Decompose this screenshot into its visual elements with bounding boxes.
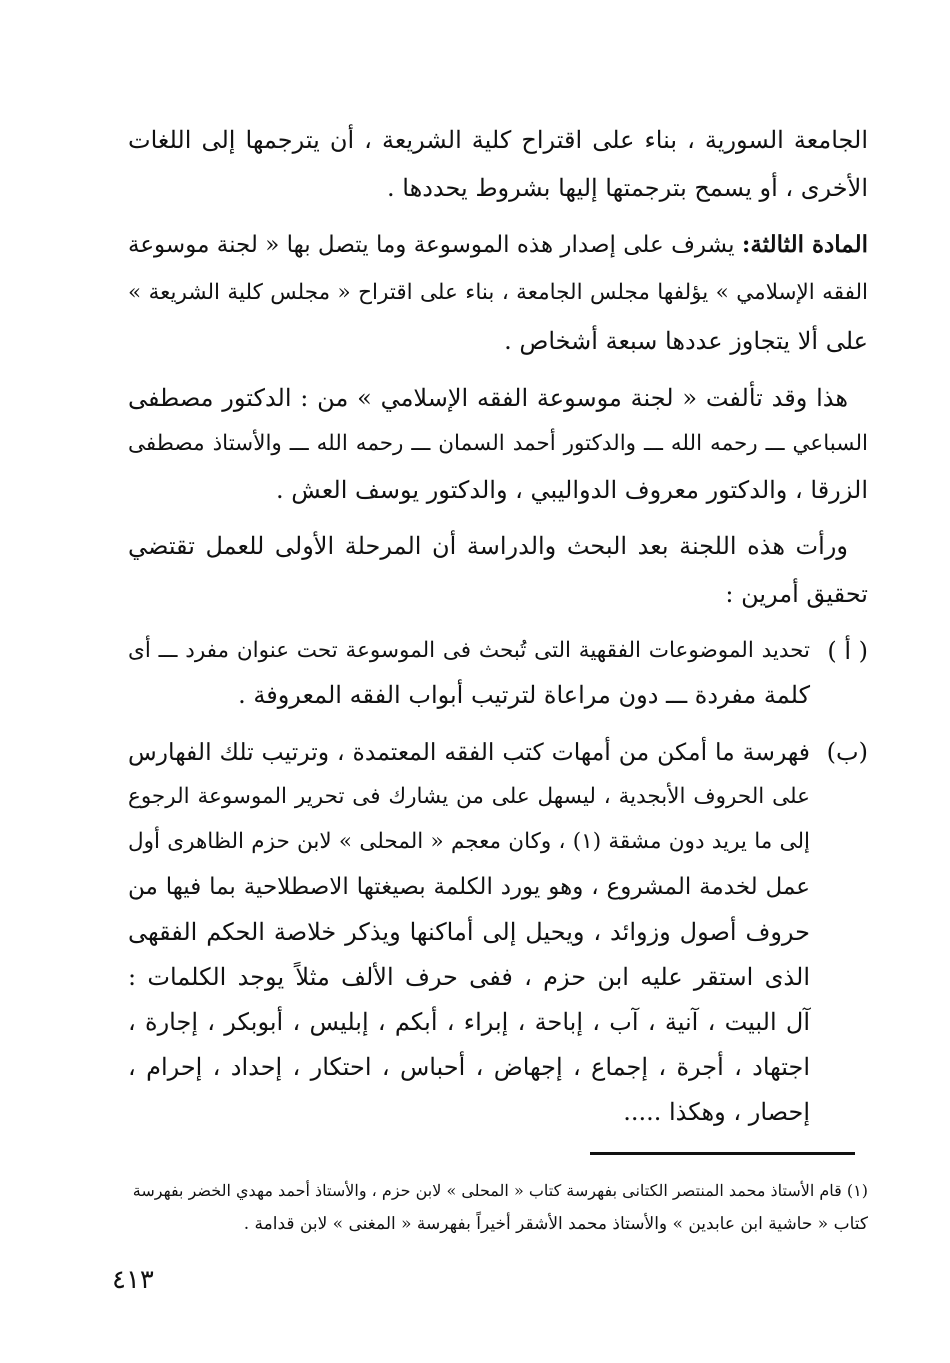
item-a-line-2: كلمة مفردة ـــ دون مراعاة لترتيب أبواب الفقه المعروفة . (238, 681, 810, 709)
item-b-line-3: إلى ما يريد دون مشقة (١) ، وكان معجم « المحلى » لابن حزم الظاهرى أول (128, 829, 810, 854)
footnote-line-2: كتاب « حاشية ابن عابدين » والأستاذ محمد الأشقر أخيراً بفهرسة « المغنى » لابن قدامة . (243, 1214, 868, 1234)
paragraph-2-line-1 (128, 225, 868, 265)
paragraph-3-line-1: هذا وقد تألفت « لجنة موسوعة الفقه الإسلامي » من : الدكتور مصطفى (128, 384, 848, 412)
item-b-line-9: إحصار ، وهكذا ..... (623, 1098, 810, 1126)
item-b-line-5: حروف أصول وزوائد ، ويحيل إلى أماكنها ويذكر خلاصة الحكم الفقهى (128, 918, 810, 946)
item-b-line-7: آل البيت ، آنية ، آب ، إباحة ، إبراء ، أبكم ، إبليس ، أبوبكر ، إجارة ، (128, 1008, 811, 1036)
paragraph-4-line-1: ورأت هذه اللجنة بعد البحث والدراسة أن المرحلة الأولى للعمل تقتضي (128, 532, 848, 560)
footnote-line-1: (١) قام الأستاذ محمد المنتصر الكتانى بفهرسة كتاب « المحلى » لابن حزم ، والأستاذ أحمد مهدي الخضر بفهرسة (132, 1181, 868, 1200)
paragraph-3-line-2: السباعي ـــ رحمه الله ـــ والدكتور أحمد السمان ـــ رحمه الله ـــ والأستاذ مصطفى (128, 431, 868, 456)
item-a-line-1: تحديد الموضوعات الفقهية التى تُبحث فى الموسوعة تحت عنوان مفرد ـــ أى (128, 638, 810, 663)
paragraph-4-line-2: تحقيق أمرين : (725, 580, 868, 608)
paragraph-3-line-3: الزرقا ، والدكتور معروف الدواليبي ، والدكتور يوسف العش . (276, 476, 868, 504)
item-b-marker: (ب) (826, 738, 868, 766)
paragraph-1-line-1: الجامعة السورية ، بناء على اقتراح كلية الشريعة ، أن يترجمها إلى اللغات (128, 126, 868, 154)
footnote-separator (590, 1152, 855, 1155)
paragraph-2-line-2: الفقه الإسلامي » يؤلفها مجلس الجامعة ، بناء على اقتراح « مجلس كلية الشريعة » (128, 280, 868, 305)
paragraph-1-line-2: الأخرى ، أو يسمح بترجمتها إليها بشروط يحددها . (387, 174, 868, 202)
item-b-line-4: عمل لخدمة المشروع ، وهو يورد الكلمة بصيغتها الاصطلاحية بما فيها من (128, 874, 810, 900)
item-b-line-6: الذى استقر عليه ابن حزم ، ففى حرف الألف مثلاً يوجد الكلمات : (128, 963, 810, 991)
paragraph-2-line-1-text: يشرف على إصدار هذه الموسوعة وما يتصل بها « لجنة موسوعة (128, 232, 735, 258)
item-b-line-2: على الحروف الأبجدية ، ليسهل على من يشارك فى تحرير الموسوعة الرجوع (128, 784, 810, 809)
article-heading: المادة الثالثة: (741, 231, 868, 258)
item-b-line-8: اجتهاد ، أجرة ، إجماع ، إجهاض ، أحباس ، احتكار ، إحداد ، إحرام ، (128, 1053, 810, 1081)
paragraph-2-line-3: على ألا يتجاوز عددها سبعة أشخاص . (504, 327, 868, 355)
item-b-line-1: فهرسة ما أمكن من أمهات كتب الفقه المعتمدة ، وترتيب تلك الفهارس (128, 738, 810, 766)
page-number: ٤١٣ (112, 1265, 154, 1295)
item-a-marker: ( أ ) (827, 637, 868, 665)
